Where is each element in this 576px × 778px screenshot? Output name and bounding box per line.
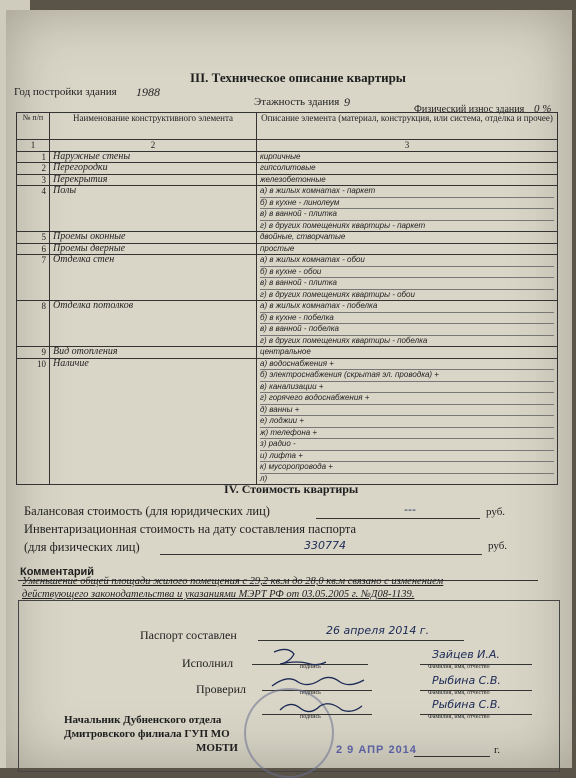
table-row [17,163,558,175]
element-description [257,186,558,232]
description-line: а) водоснабжения + [260,359,554,371]
year-value: 1988 [136,85,160,99]
element-name: Проемы дверные [50,243,257,255]
checked-name: Рыбина С.В. [432,674,501,687]
head-name: Рыбина С.В. [432,698,501,711]
description-line: а) в жилых комнатах - обои [260,255,554,267]
row-number: 4 [17,186,50,232]
description-line: центральное [260,347,311,356]
header-name: Наименование конструктивного элемента [50,113,257,140]
description-line: к) мусоропровода + [260,462,554,474]
table-row [17,186,558,232]
description-line: б) электроснабжения (скрытая эл. проводка) + [260,370,554,382]
head-name-caption: Фамилия, имя, отчество [428,714,490,720]
row-number: 10 [17,358,50,485]
technical-description-table [16,112,558,485]
description-line: и) лифта + [260,451,554,463]
inventory-unit: руб. [488,540,508,552]
description-line: кирпичные [260,151,301,161]
element-description [257,347,558,359]
head-sign-caption: подпись [300,714,321,720]
description-line: б) в кухне - побелка [260,313,554,325]
element-description [257,174,558,186]
row-number: 3 [17,174,50,186]
element-name: Вид отопления [50,347,257,359]
compiled-line [258,640,464,641]
row-number: 2 [17,163,50,175]
head-label-2: Дмитровского филиала ГУП МО [64,728,230,740]
description-line: г) в других помещениях квартиры - обои [260,289,415,299]
comment-title: Комментарий [20,566,95,578]
table-row [17,358,558,485]
description-line: гипсолитовые [260,163,316,172]
element-name: Перегородки [50,163,257,175]
head-signature [276,698,366,718]
col-number-2: 2 [50,140,257,152]
head-label-1: Начальник Дубненского отдела [64,714,222,726]
element-description [257,232,558,244]
description-line: г) горячего водоснабжения + [260,393,554,405]
column-number-row [17,140,558,152]
inventory-line [160,554,482,555]
col-number-1: 1 [17,140,50,152]
element-name: Наружные стены [50,151,257,163]
col-number-3: 3 [257,140,558,152]
stamp-date: 2 9 АПР 2014 [336,744,417,756]
inventory-label-1: Инвентаризационная стоимость на дату составления паспорта [24,522,357,536]
balance-label: Балансовая стоимость (для юридических лиц) [24,504,270,518]
element-name: Проемы оконные [50,232,257,244]
floors-value: 9 [344,95,350,109]
element-name: Перекрытия [50,174,257,186]
executed-label: Исполнил [182,656,234,670]
table-row [17,243,558,255]
element-description [257,255,558,301]
description-line: в) канализации + [260,382,554,394]
table-header-row [17,113,558,140]
checked-label: Проверил [196,682,246,696]
description-line: з) радио - [260,439,554,451]
head-label-3: МОБТИ [196,742,238,754]
description-line: а) в жилых комнатах - побелка [260,301,554,313]
table-row [17,174,558,186]
section3-title: III. Техническое описание квартиры [190,70,406,85]
compiled-date: 26 апреля 2014 г. [326,624,430,637]
element-description [257,358,558,485]
description-line: е) лоджии + [260,416,554,428]
element-description [257,163,558,175]
description-line: двойные, створчатые [260,232,346,241]
checked-sign-caption: подпись [300,690,321,696]
row-number: 7 [17,255,50,301]
wear-label: Физический износ здания [414,104,525,115]
table-row [17,151,558,163]
executed-signature [270,646,330,668]
table-row [17,347,558,359]
date-line [414,756,490,757]
balance-line [316,518,480,519]
description-line: г) в других помещениях квартиры - паркет [260,220,426,230]
description-line: в) в ванной - побелка [260,324,554,336]
element-description [257,301,558,347]
description-line: л) [260,473,268,483]
element-name: Наличие [50,358,257,485]
description-line: простые [260,243,295,253]
floors-label: Этажность здания [254,96,340,108]
element-name: Полы [50,186,257,232]
balance-unit: руб. [486,506,506,518]
description-line: в) в ванной - плитка [260,278,554,290]
section4-title: IV. Стоимость квартиры [224,482,359,496]
description-line: б) в кухне - линолеум [260,198,554,210]
balance-value: --- [404,503,416,516]
compiled-label: Паспорт составлен [140,628,237,642]
table-row [17,232,558,244]
description-line: б) в кухне - обои [260,267,554,279]
inventory-value: 330774 [304,539,346,552]
element-description [257,151,558,163]
table-row [17,255,558,301]
row-number: 5 [17,232,50,244]
checked-name-caption: Фамилия, имя, отчество [428,690,490,696]
element-name: Отделка стен [50,255,257,301]
element-description [257,243,558,255]
description-line: г) в других помещениях квартиры - побелка [260,335,428,345]
row-number: 9 [17,347,50,359]
executed-name: Зайцев И.А. [432,648,500,661]
description-line: железобетонные [260,174,326,184]
table-row [17,301,558,347]
element-name: Отделка потолков [50,301,257,347]
inventory-label-2: (для физических лиц) [24,540,140,554]
executed-name-caption: Фамилия, имя, отчество [428,664,490,670]
description-line: в) в ванной - плитка [260,209,554,221]
header-number: № п/п [17,113,50,140]
wear-value: 0 % [534,103,552,115]
comment-line-2: действующего законодательства и указаниями МЭРТ РФ от 03.05.2005 г. №Д08-1139. [22,589,415,600]
executed-sign-caption: подпись [300,664,321,670]
year-suffix: г. [494,744,501,756]
description-line: а) в жилых комнатах - паркет [260,186,554,198]
row-number: 1 [17,151,50,163]
description-line: д) ванны + [260,405,554,417]
year-label: Год постройки здания [14,86,117,98]
header-description: Описание элемента (материал, конструкция, или система, отделка и прочее) [257,113,558,140]
row-number: 8 [17,301,50,347]
description-line: ж) телефона + [260,428,554,440]
comment-line-1: Уменьшение общей площади жилого помещения с 29,2 кв.м до 28,0 кв.м связано с изменением [22,576,444,587]
row-number: 6 [17,243,50,255]
